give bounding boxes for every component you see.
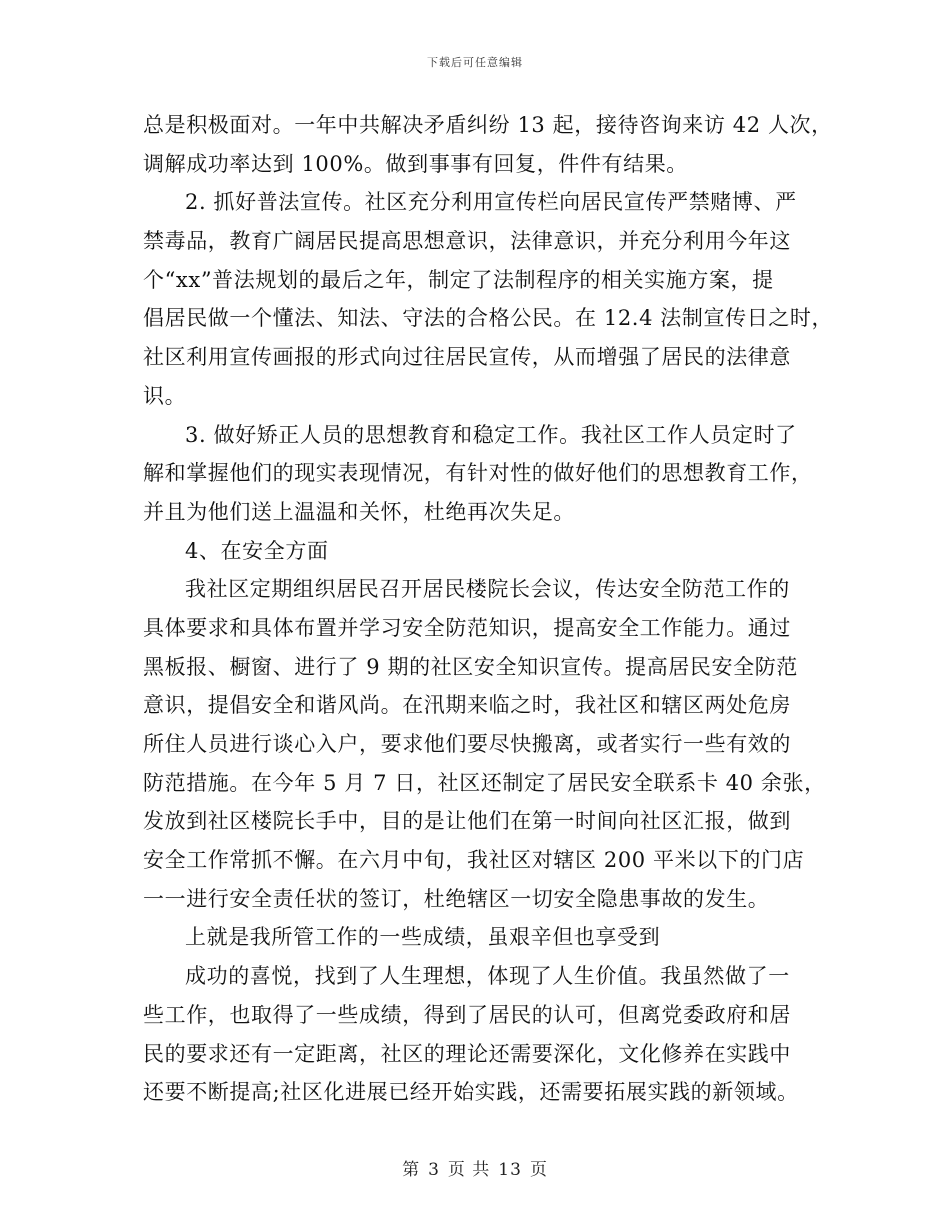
text-line: 黑板报、橱窗、进行了 9 期的社区安全知识宣传。提高居民安全防范 (143, 654, 798, 679)
section-heading: 4、在安全方面 (185, 538, 329, 563)
text-line: 禁毒品，教育广阔居民提高思想意识，法律意识，并充分利用今年这 (143, 229, 791, 254)
paragraph-start: 成功的喜悦，找到了人生理想，体现了人生价值。我虽然做了一 (185, 964, 790, 989)
page-footer (0, 1155, 950, 1180)
text-line: 些工作，也取得了一些成绩，得到了居民的认可，但离党委政府和居 (143, 1002, 791, 1027)
text-line: 个“xx”普法规划的最后之年，制定了法制程序的相关实施方案，提 (143, 267, 774, 292)
text-line: 民的要求还有一定距离，社区的理论还需要深化，文化修养在实践中 (143, 1041, 791, 1066)
text-line: 所住人员进行谈心入户，要求他们要尽快搬离，或者实行一些有效的 (143, 732, 791, 756)
text-line: 意识，提倡安全和谐风尚。在汛期来临之时，我社区和辖区两处危房 (143, 693, 791, 718)
text-line: 一一进行安全责任状的签订，杜绝辖区一切安全隐患事故的发生。 (143, 886, 770, 911)
text-line: 倡居民做一个懂法、知法、守法的合格公民。在 12.4 法制宣传日之时， (143, 306, 834, 331)
footer-middle: 页 共 (447, 1160, 491, 1180)
text-line: 调解成功率达到 100%。做到事事有回复，件件有结果。 (143, 151, 688, 176)
paragraph-start: 2. 抓好普法宣传。社区充分利用宣传栏向居民宣传严禁赌博、严 (185, 190, 797, 215)
paragraph-start: 3. 做好矫正人员的思想教育和稳定工作。我社区工作人员定时了 (185, 422, 797, 447)
paragraph-start: 我社区定期组织居民召开居民楼院长会议，传达安全防范工作的 (185, 577, 790, 602)
text-line: 安全工作常抓不懈。在六月中旬，我社区对辖区 200 平米以下的门店 (143, 848, 805, 873)
text-line: 总是积极面对。一年中共解决矛盾纠纷 13 起，接待咨询来访 42 人次， (143, 113, 833, 137)
text-line: 还要不断提高;社区化进展已经开始实践，还需要拓展实践的新领域。 (143, 1080, 799, 1105)
text-line: 社区利用宣传画报的形式向过往居民宣传，从而增强了居民的法律意 (143, 345, 791, 370)
text-line: 具体要求和具体布置并学习安全防范知识，提高安全工作能力。通过 (143, 615, 791, 640)
current-page-number: 3 (428, 1160, 440, 1180)
text-line: 识。 (143, 383, 187, 408)
text-line: 解和掌握他们的现实表现情况，有针对性的做好他们的思想教育工作， (143, 461, 813, 486)
text-line: 防范措施。在今年 5 月 7 日，社区还制定了居民安全联系卡 40 余张， (143, 770, 826, 795)
text-line: 发放到社区楼院长手中，目的是让他们在第一时间向社区汇报，做到 (143, 809, 791, 834)
footer-prefix: 第 (402, 1160, 421, 1180)
paragraph-start: 上就是我所管工作的一些成绩，虽艰辛但也享受到 (185, 925, 661, 950)
total-page-count: 13 (498, 1160, 522, 1180)
text-line: 并且为他们送上温温和关怀，杜绝再次失足。 (143, 499, 575, 524)
footer-suffix: 页 (529, 1160, 548, 1180)
document-body (143, 106, 834, 1112)
page-header: 下载后可任意编辑 (427, 56, 523, 69)
